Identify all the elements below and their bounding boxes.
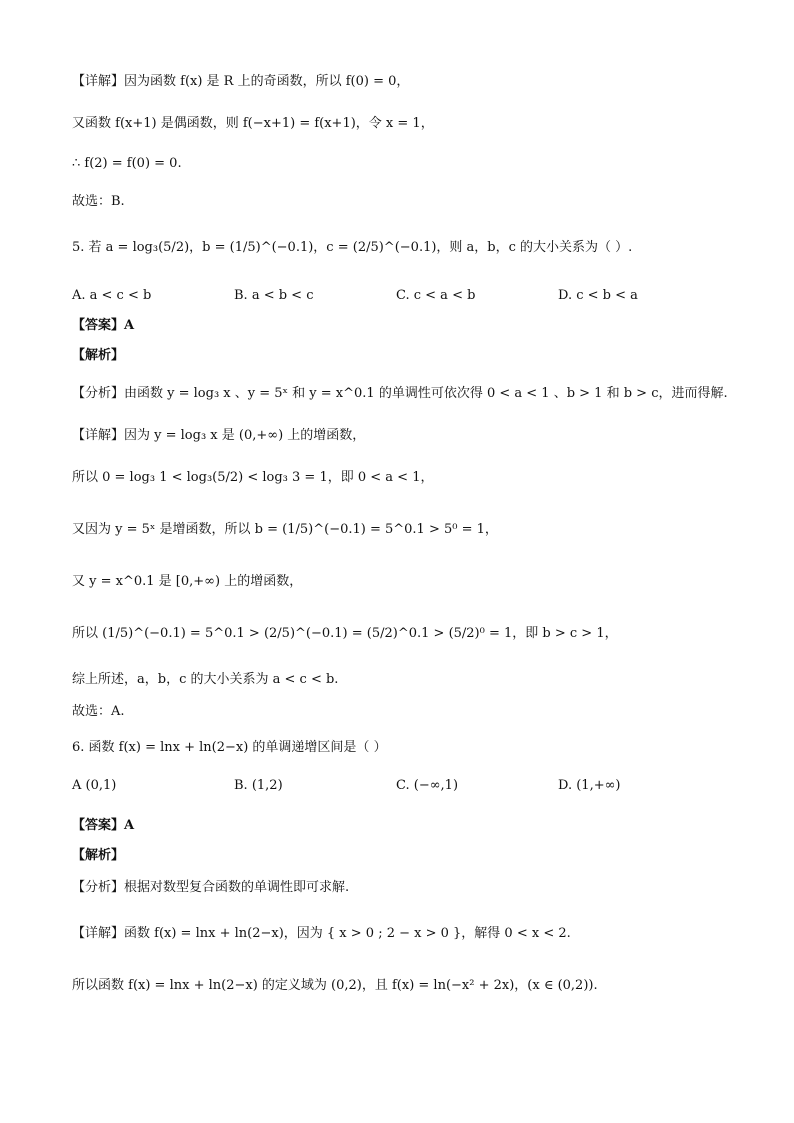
q5-option-a: A. a < c < b: [72, 288, 152, 303]
q6-option-d: D. (1,+∞): [558, 778, 621, 793]
question-6: 6. 函数 f(x) = lnx + ln(2−x) 的单调递增区间是（ ）: [72, 740, 387, 755]
q6-option-c: C. (−∞,1): [396, 778, 459, 793]
text-line: 又 y = x^0.1 是 [0,+∞) 上的增函数，: [72, 574, 303, 589]
text-line: 所以 0 = log₃ 1 < log₃(5/2) < log₃ 3 = 1，即 0 < a < 1，: [72, 470, 434, 485]
text-line: 【详解】因为 y = log₃ x 是 (0,+∞) 上的增函数，: [72, 428, 366, 443]
q5-option-c: C. c < a < b: [396, 288, 476, 303]
q6-option-b: B. (1,2): [234, 778, 283, 793]
text-line: 所以 (1/5)^(−0.1) = 5^0.1 > (2/5)^(−0.1) = (5/2)^0.1 > (5/2)⁰ = 1，即 b > c > 1，: [72, 626, 618, 641]
analysis-label: 【解析】: [72, 848, 125, 863]
q6-option-a: A (0,1): [72, 778, 117, 793]
text-line: 所以函数 f(x) = lnx + ln(2−x) 的定义域为 (0,2)，且 f(x) = ln(−x² + 2x)，(x ∈ (0,2)).: [72, 978, 598, 993]
text-line: 【分析】由函数 y = log₃ x 、y = 5ˣ 和 y = x^0.1 的单调性可依次得 0 < a < 1 、b > 1 和 b > c，进而得解.: [72, 386, 728, 401]
text-line: 故选：A.: [72, 704, 125, 719]
q5-option-d: D. c < b < a: [558, 288, 638, 303]
answer-label: 【答案】A: [72, 318, 135, 333]
question-5: 5. 若 a = log₃(5/2)，b = (1/5)^(−0.1)，c = (2/5)^(−0.1)，则 a，b，c 的大小关系为（ ）.: [72, 240, 633, 255]
text-line: 综上所述，a，b，c 的大小关系为 a < c < b.: [72, 672, 339, 687]
text-line: 又因为 y = 5ˣ 是增函数，所以 b = (1/5)^(−0.1) = 5^0.1 > 5⁰ = 1，: [72, 522, 498, 537]
text-line: 【详解】因为函数 f(x) 是 R 上的奇函数，所以 f(0) = 0，: [72, 74, 410, 89]
text-line: 【详解】函数 f(x) = lnx + ln(2−x)，因为 { x > 0 ; 2 − x > 0 }，解得 0 < x < 2.: [72, 926, 571, 941]
answer-label: 【答案】A: [72, 818, 135, 833]
analysis-label: 【解析】: [72, 348, 125, 363]
text-line: 【分析】根据对数型复合函数的单调性即可求解.: [72, 880, 350, 895]
text-line: 故选：B.: [72, 194, 125, 209]
text-line: 又函数 f(x+1) 是偶函数，则 f(−x+1) = f(x+1)，令 x = 1，: [72, 116, 434, 131]
text-line: ∴ f(2) = f(0) = 0.: [72, 156, 182, 171]
q5-option-b: B. a < b < c: [234, 288, 314, 303]
